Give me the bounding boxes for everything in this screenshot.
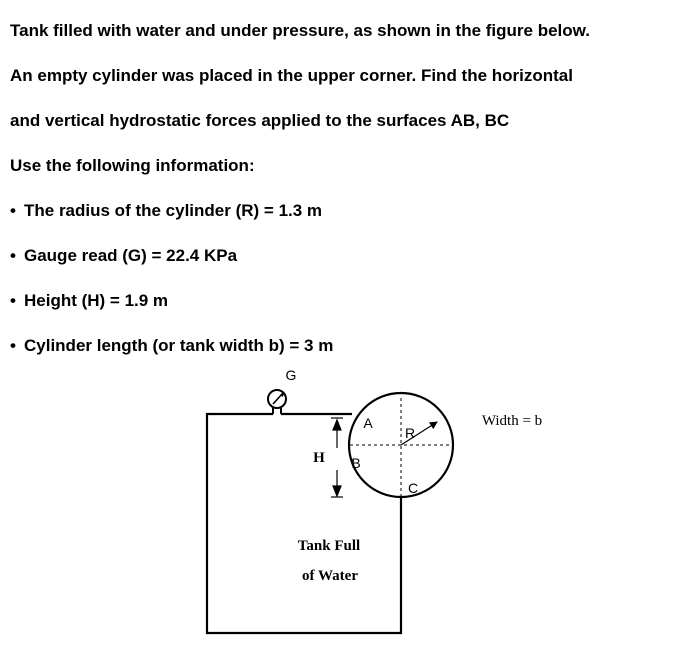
tank-label-line-1: Tank Full	[297, 538, 361, 554]
width-label: Width = b	[481, 413, 543, 429]
radius-label: R	[404, 425, 416, 441]
problem-line-1: Tank filled with water and under pressure, as shown in the figure below.	[10, 21, 590, 40]
bullet-dot: •	[10, 201, 16, 220]
bullet-dot: •	[10, 246, 16, 265]
problem-line-3: and vertical hydrostatic forces applied to the surfaces AB, BC	[10, 111, 510, 130]
gauge-label: G	[285, 367, 297, 383]
point-a-label: A	[363, 415, 373, 431]
bullet-dot: •	[10, 336, 16, 355]
tank-label-line-2: of Water	[302, 568, 358, 584]
height-label: H	[313, 450, 325, 466]
pressure-gauge	[268, 390, 286, 414]
point-b-label: B	[351, 455, 361, 471]
problem-line-2: An empty cylinder was placed in the upper corner. Find the horizontal	[10, 66, 573, 85]
height-dimension	[331, 418, 343, 497]
point-c-label: C	[407, 480, 419, 496]
bullet-gauge-text: Gauge read (G) = 22.4 KPa	[24, 246, 238, 265]
bullet-radius-text: The radius of the cylinder (R) = 1.3 m	[24, 201, 323, 220]
info-heading: Use the following information:	[10, 156, 255, 175]
bullet-dot: •	[10, 291, 16, 310]
bullet-height-text: Height (H) = 1.9 m	[24, 291, 169, 310]
bullet-length-text: Cylinder length (or tank width b) = 3 m	[24, 336, 334, 355]
tank-outline	[207, 414, 401, 633]
